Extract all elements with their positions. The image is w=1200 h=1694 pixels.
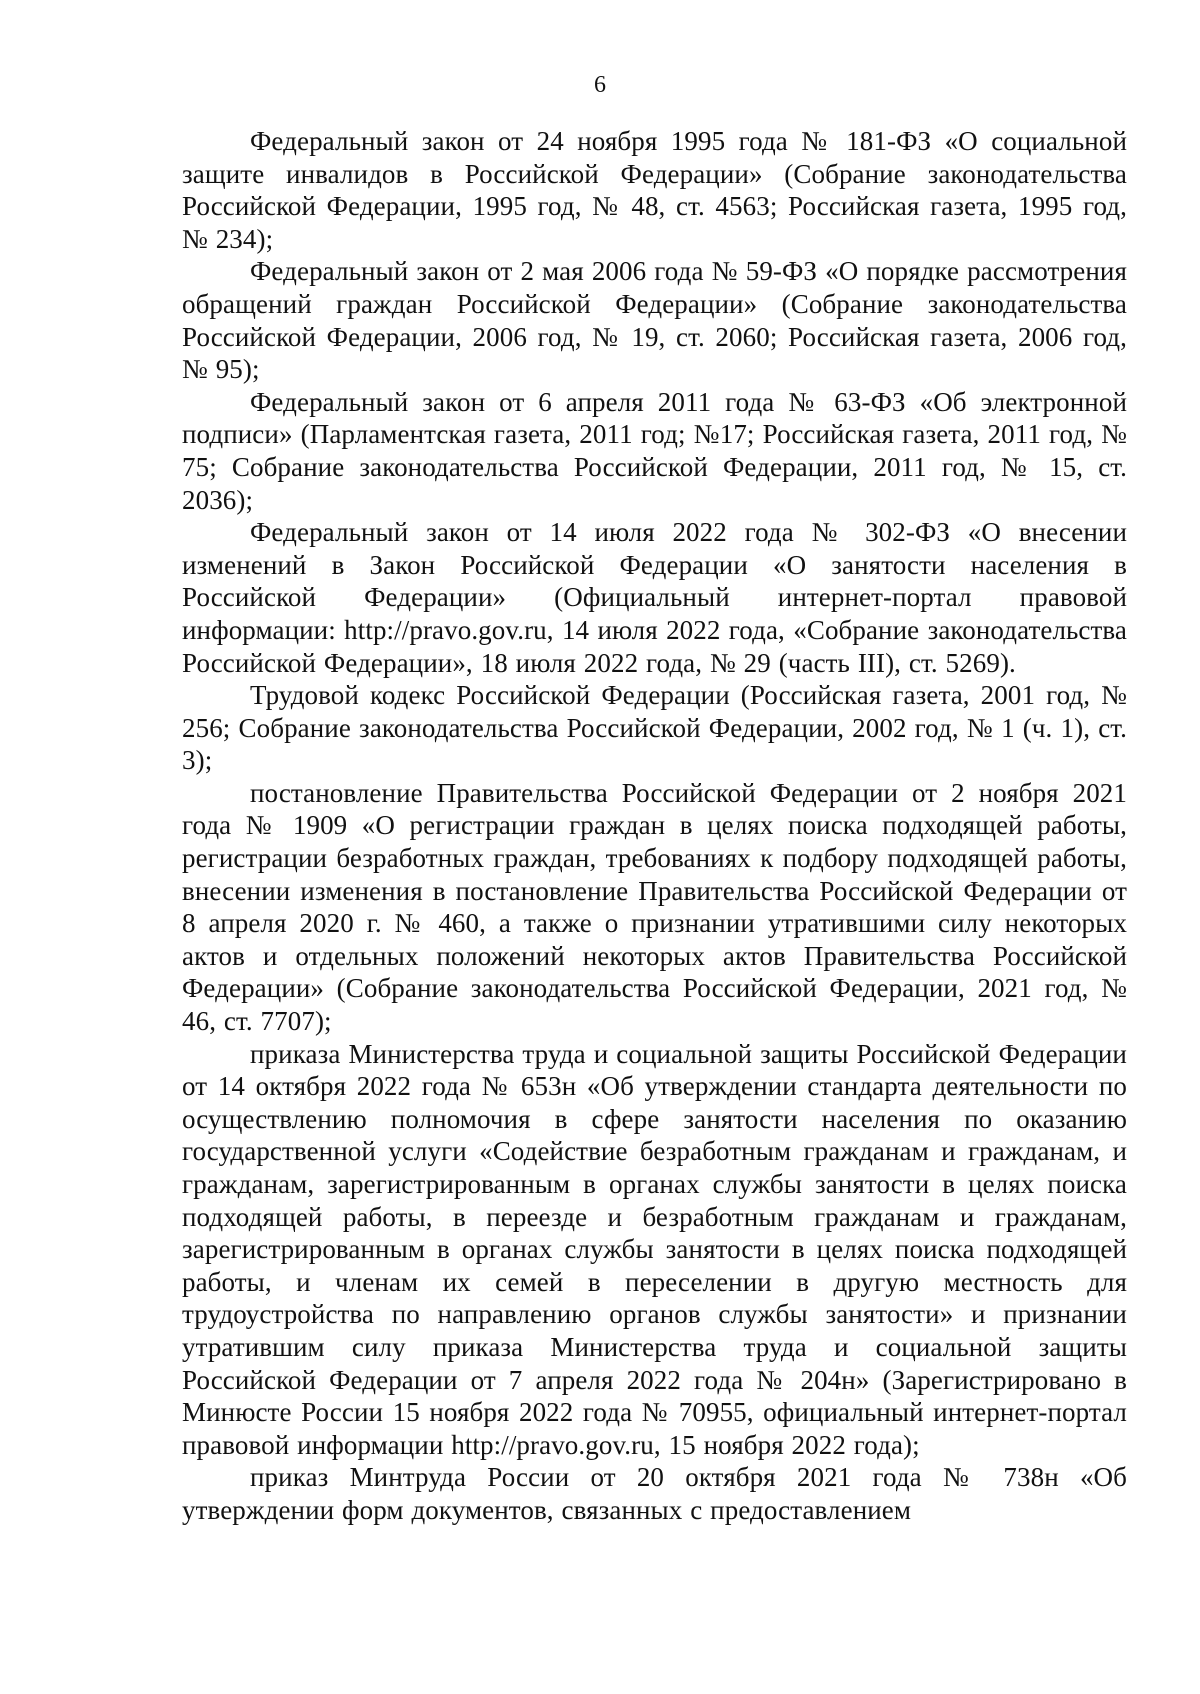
paragraph-law-302-fz: Федеральный закон от 14 июля 2022 года № 302-ФЗ «О внесении изменений в Закон Российской Федерации «О занятости населения в Российской Федерации» (Официальный интернет-портал правовой информации: http://pravo.gov.ru, 14 июля 2022 года, «Собрание законодательства Российской Федерации», 18 июля 2022 года, № 29 (часть III), ст. 5269). (182, 517, 1127, 678)
paragraph-law-181-fz: Федеральный закон от 24 ноября 1995 года № 181-ФЗ «О социальной защите инвалидов в Российской Федерации» (Собрание законодательства Российской Федерации, 1995 год, № 48, ст. 4563; Российская газета, 1995 год, № 234); (182, 126, 1127, 254)
page-number: 6 (594, 72, 606, 98)
paragraph-law-63-fz: Федеральный закон от 6 апреля 2011 года № 63-ФЗ «Об электронной подписи» (Парламентская газета, 2011 год; №17; Российская газета, 2011 год, № 75; Собрание законодательства Российской Федерации, 2011 год, № 15, ст. 2036); (182, 386, 1127, 515)
paragraph-labor-code: Трудовой кодекс Российской Федерации (Российская газета, 2001 год, № 256; Собрание законодательства Российской Федерации, 2002 год, № 1 (ч. 1), ст. 3); (182, 680, 1127, 776)
document-body (182, 125, 1127, 1527)
paragraph-resolution-1909: постановление Правительства Российской Федерации от 2 ноября 2021 года № 1909 «О регистрации граждан в целях поиска подходящей работы, регистрации безработных граждан, требованиях к подбору подходящей работы, внесении изменения в постановление Правительства Российской Федерации от 8 апреля 2020 г. № 460, а также о признании утратившими силу некоторых актов и отдельных положений некоторых актов Правительства Российской Федерации» (Собрание законодательства Российской Федерации, 2021 год, № 46, ст. 7707); (182, 777, 1127, 1037)
paragraph-order-653n: приказа Министерства труда и социальной защиты Российской Федерации от 14 октября 2022 года № 653н «Об утверждении стандарта деятельности по осуществлению полномочия в сфере занятости населения по оказанию государственной услуги «Содействие безработным гражданам и гражданам, и гражданам, зарегистрированным в органах службы занятости в целях поиска подходящей работы, в переезде и безработным гражданам и гражданам, зарегистрированным в органах службы занятости в целях поиска подходящей работы, и членам их семей в переселении в другую местность для трудоустройства по направлению органов службы занятости» и признании утратившим силу приказа Министерства труда и социальной защиты Российской Федерации от 7 апреля 2022 года № 204н» (Зарегистрировано в Минюсте России 15 ноября 2022 года № 70955, официальный интернет-портал правовой информации http://pravo.gov.ru, 15 ноября 2022 года); (182, 1038, 1127, 1460)
paragraph-order-738n: приказ Минтруда России от 20 октября 2021 года № 738н «Об утверждении форм документов, связанных с предоставлением (182, 1462, 1127, 1525)
paragraph-law-59-fz: Федеральный закон от 2 мая 2006 года № 59-ФЗ «О порядке рассмотрения обращений граждан Российской Федерации» (Собрание законодательства Российской Федерации, 2006 год, № 19, ст. 2060; Российская газета, 2006 год, № 95); (182, 256, 1127, 385)
